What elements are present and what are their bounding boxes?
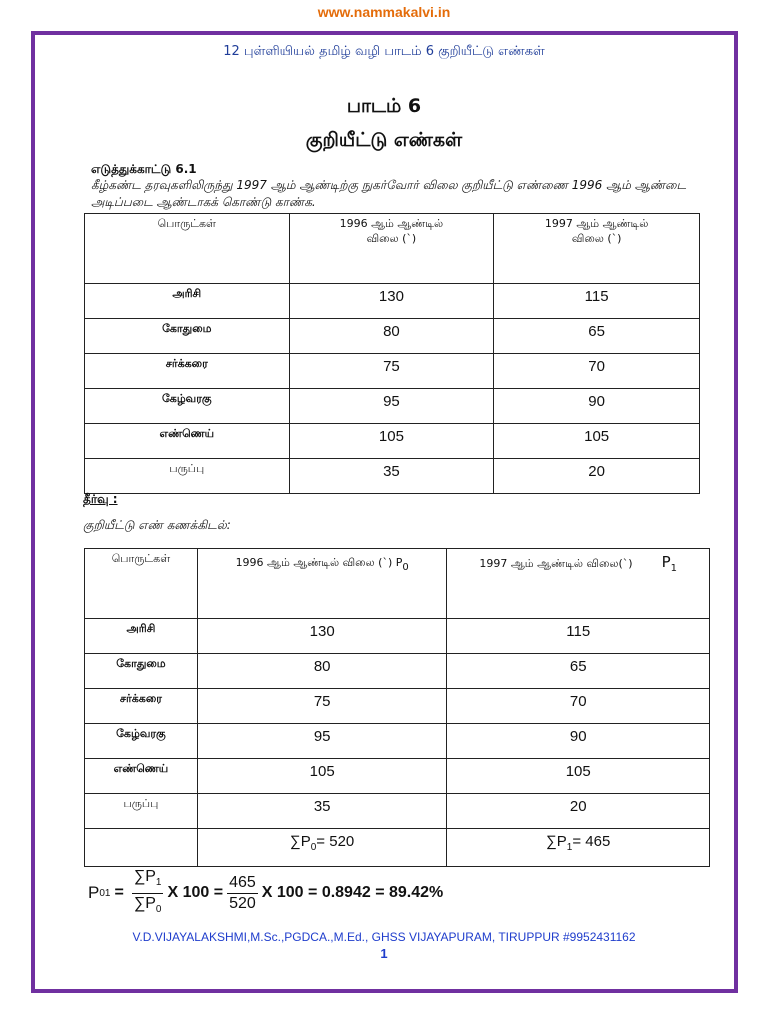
item-name: பருப்பு xyxy=(85,794,198,829)
frac2-den: 520 xyxy=(229,894,256,912)
p1-value: 90 xyxy=(447,724,710,759)
p0-value: 80 xyxy=(197,654,447,689)
frac1-den-sub: 0 xyxy=(155,903,162,915)
table-header-row xyxy=(85,214,700,284)
page-number: 1 xyxy=(380,946,388,961)
price-1996: 105 xyxy=(289,424,494,459)
table-row xyxy=(85,724,710,759)
solution-label: தீர்வு : xyxy=(83,492,118,506)
formula-times: X 100 = xyxy=(167,884,224,901)
frac1-den: ∑P xyxy=(133,894,156,912)
sum-p1-value: = 465 xyxy=(572,833,611,850)
table-row xyxy=(85,354,700,389)
header-p1-text: 1997 ஆம் ஆண்டில் விலை(`) xyxy=(479,557,633,570)
sum-row xyxy=(85,829,710,867)
table-row xyxy=(85,689,710,724)
price-1997: 70 xyxy=(494,354,700,389)
table-row xyxy=(85,424,700,459)
table-row xyxy=(85,389,700,424)
table-row xyxy=(85,759,710,794)
header-p1 xyxy=(447,549,710,619)
frac2-num: 465 xyxy=(227,873,258,894)
header-1996-price: 1996 ஆம் ஆண்டில் விலை (`) xyxy=(289,214,494,284)
table-row xyxy=(85,319,700,354)
formula-lhs-sub: 01 xyxy=(99,887,111,899)
example-text: கீழ்கண்ட தரவுகளிலிருந்து 1997 ஆம் ஆண்டிற்கு நுகர்வோர் விலை குறியீட்டு எண்ணை 1996 ஆம் ஆண்டை அடிப்படை ஆண்டாகக் கொண்டு காண்க. xyxy=(91,178,687,209)
p1-value: 70 xyxy=(447,689,710,724)
header-p1-symbol: P xyxy=(661,553,671,571)
sum-p1-prefix: ∑P xyxy=(546,833,567,850)
lesson-title: குறியீட்டு எண்கள் xyxy=(305,129,463,151)
price-1996: 75 xyxy=(289,354,494,389)
header-p0-text: 1996 ஆம் ஆண்டில் விலை (`) P xyxy=(235,556,403,569)
fraction-sum xyxy=(132,867,164,920)
frac1-num: ∑P xyxy=(133,867,156,885)
price-1997: 90 xyxy=(494,389,700,424)
header-p1-sub: 1 xyxy=(670,563,678,574)
header-1997-price: 1997 ஆம் ஆண்டில் விலை (`) xyxy=(494,214,700,284)
sum-empty-cell xyxy=(85,829,198,867)
p0-value: 35 xyxy=(197,794,447,829)
header-items: பொருட்கள் xyxy=(85,214,290,284)
calculation-label: குறியீட்டு எண் கணக்கிடல்: xyxy=(83,518,231,532)
p0-value: 95 xyxy=(197,724,447,759)
header-p0-sub: 0 xyxy=(402,562,409,573)
item-name: அரிசி xyxy=(85,284,290,319)
p1-value: 105 xyxy=(447,759,710,794)
item-name: கோதுமை xyxy=(85,654,198,689)
item-name: எண்ணெய் xyxy=(85,759,198,794)
item-name: சர்க்கரை xyxy=(85,354,290,389)
price-1997: 20 xyxy=(494,459,700,494)
price-1997: 65 xyxy=(494,319,700,354)
item-name: கேழ்வரகு xyxy=(85,724,198,759)
frac1-num-sub: 1 xyxy=(155,876,162,888)
table-header-row xyxy=(85,549,710,619)
price-1996: 95 xyxy=(289,389,494,424)
sum-p0-prefix: ∑P xyxy=(290,833,311,850)
index-formula xyxy=(88,866,443,920)
item-name: எண்ணெய் xyxy=(85,424,290,459)
calculation-table xyxy=(84,548,710,867)
sum-p0-value: = 520 xyxy=(316,833,355,850)
item-name: கேழ்வரகு xyxy=(85,389,290,424)
formula-result: X 100 = 0.8942 = 89.42% xyxy=(261,884,444,901)
p0-value: 75 xyxy=(197,689,447,724)
sum-p1-sub: 1 xyxy=(566,842,573,853)
formula-lhs: P xyxy=(88,883,100,902)
header-p0 xyxy=(197,549,447,619)
p1-value: 20 xyxy=(447,794,710,829)
price-1996: 130 xyxy=(289,284,494,319)
formula-equals: = xyxy=(114,884,124,901)
p1-value: 115 xyxy=(447,619,710,654)
table-row xyxy=(85,619,710,654)
sum-p1 xyxy=(447,829,710,867)
item-name: கோதுமை xyxy=(85,319,290,354)
table-row xyxy=(85,284,700,319)
table-row xyxy=(85,654,710,689)
p0-value: 130 xyxy=(197,619,447,654)
table-row xyxy=(85,459,700,494)
price-1997: 115 xyxy=(494,284,700,319)
price-table xyxy=(84,213,700,494)
price-1996: 80 xyxy=(289,319,494,354)
price-1997: 105 xyxy=(494,424,700,459)
lesson-number: பாடம் 6 xyxy=(346,95,422,117)
sum-p0 xyxy=(197,829,447,867)
p0-value: 105 xyxy=(197,759,447,794)
item-name: அரிசி xyxy=(85,619,198,654)
p1-value: 65 xyxy=(447,654,710,689)
fraction-values xyxy=(227,873,258,914)
author-footer: V.D.VIJAYALAKSHMI,M.Sc.,PGDCA.,M.Ed., GHSS VIJAYAPURAM, TIRUPPUR #9952431162 xyxy=(132,930,636,944)
header-items: பொருட்கள் xyxy=(85,549,198,619)
example-heading: எடுத்துக்காட்டு 6.1 xyxy=(91,162,197,176)
site-url: www.nammakalvi.in xyxy=(317,4,451,20)
table-row xyxy=(85,794,710,829)
item-name: சர்க்கரை xyxy=(85,689,198,724)
item-name: பருப்பு xyxy=(85,459,290,494)
sum-p0-sub: 0 xyxy=(310,842,317,853)
price-1996: 35 xyxy=(289,459,494,494)
running-header: 12 புள்ளியியல் தமிழ் வழி பாடம் 6 குறியீட்டு எண்கள் xyxy=(223,44,545,59)
